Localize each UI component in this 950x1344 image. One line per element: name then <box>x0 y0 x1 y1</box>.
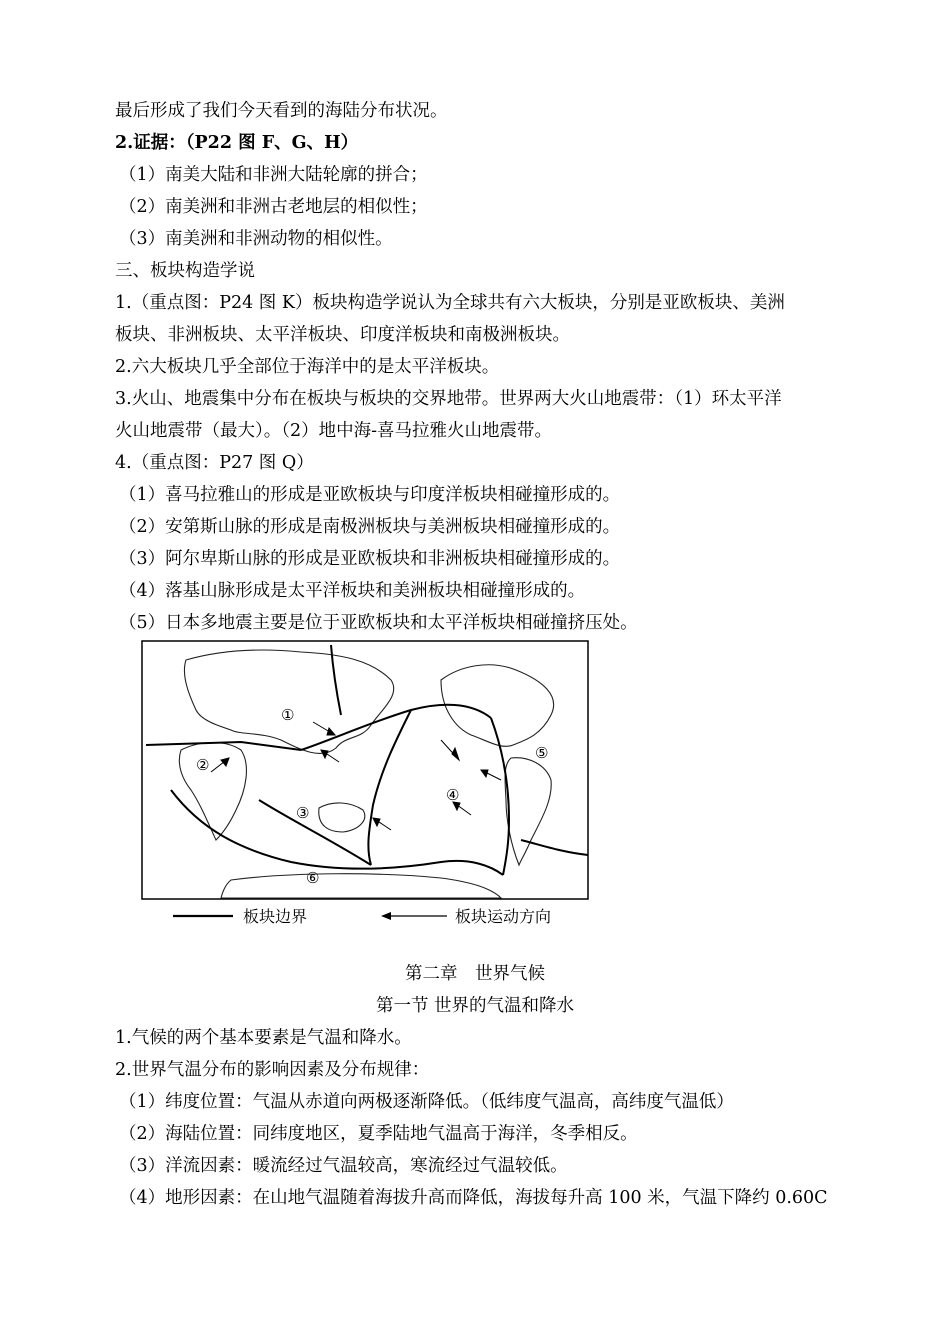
text-line: （1）喜马拉雅山的形成是亚欧板块与印度洋板块相碰撞形成的。 <box>119 485 621 505</box>
map-legend <box>173 907 551 926</box>
text-line: 4.（重点图：P27 图 Q） <box>115 453 314 473</box>
plate-label-3: ③ <box>296 804 310 822</box>
text-line: 1.气候的两个基本要素是气温和降水。 <box>115 1028 412 1048</box>
text-line: （3）阿尔卑斯山脉的形成是亚欧板块和非洲板块相碰撞形成的。 <box>119 549 621 569</box>
text-line: 2.证据：（P22 图 F、G、H） <box>115 133 359 153</box>
text-line: （4）落基山脉形成是太平洋板块和美洲板块相碰撞形成的。 <box>119 581 586 601</box>
text-line: 火山地震带（最大）。（2）地中海-喜马拉雅火山地震带。 <box>115 421 553 441</box>
legend-direction-label: 板块运动方向 <box>455 907 552 926</box>
plate-label-6: ⑥ <box>306 869 320 887</box>
legend-boundary-label: 板块边界 <box>243 907 308 926</box>
plate-tectonics-map <box>141 640 589 932</box>
text-line: （3）南美洲和非洲动物的相似性。 <box>119 229 393 249</box>
text-line: （1）南美大陆和非洲大陆轮廓的拼合； <box>119 165 428 185</box>
legend-arrow-head <box>381 912 391 920</box>
chapter-title: 第二章 世界气候 <box>405 964 545 984</box>
text-line: （2）安第斯山脉的形成是南极洲板块与美洲板块相碰撞形成的。 <box>119 517 621 537</box>
text-line: 板块、非洲板块、太平洋板块、印度洋板块和南极洲板块。 <box>115 325 570 345</box>
plate-label-5: ⑤ <box>535 744 549 762</box>
text-line: 2.六大板块几乎全部位于海洋中的是太平洋板块。 <box>115 357 500 377</box>
text-line: （4）地形因素：在山地气温随着海拔升高而降低，海拔每升高 100 米，气温下降约 0.60C <box>119 1188 828 1208</box>
text-line: （1）纬度位置：气温从赤道向两极逐渐降低。（低纬度气温高，高纬度气温低） <box>119 1092 734 1112</box>
section-heading: 三、板块构造学说 <box>115 261 255 281</box>
plate-label-2: ② <box>196 756 210 774</box>
text-line: （2）海陆位置：同纬度地区，夏季陆地气温高于海洋，冬季相反。 <box>119 1124 638 1144</box>
text-line: 1.（重点图：P24 图 K）板块构造学说认为全球共有六大板块，分别是亚欧板块、美洲 <box>115 293 785 313</box>
plate-label-4: ④ <box>446 786 460 804</box>
text-line: （3）洋流因素：暖流经过气温较高，寒流经过气温较低。 <box>119 1156 568 1176</box>
text-line: 2.世界气温分布的影响因素及分布规律： <box>115 1060 430 1080</box>
text-line: （5）日本多地震主要是位于亚欧板块和太平洋板块相碰撞挤压处。 <box>119 613 638 633</box>
section-title: 第一节 世界的气温和降水 <box>375 996 575 1016</box>
text-line: 3.火山、地震集中分布在板块与板块的交界地带。世界两大火山地震带：（1）环太平洋 <box>115 389 782 409</box>
text-line: 最后形成了我们今天看到的海陆分布状况。 <box>115 101 448 121</box>
text-line: （2）南美洲和非洲古老地层的相似性； <box>119 197 428 217</box>
plate-label-1: ① <box>281 706 295 724</box>
